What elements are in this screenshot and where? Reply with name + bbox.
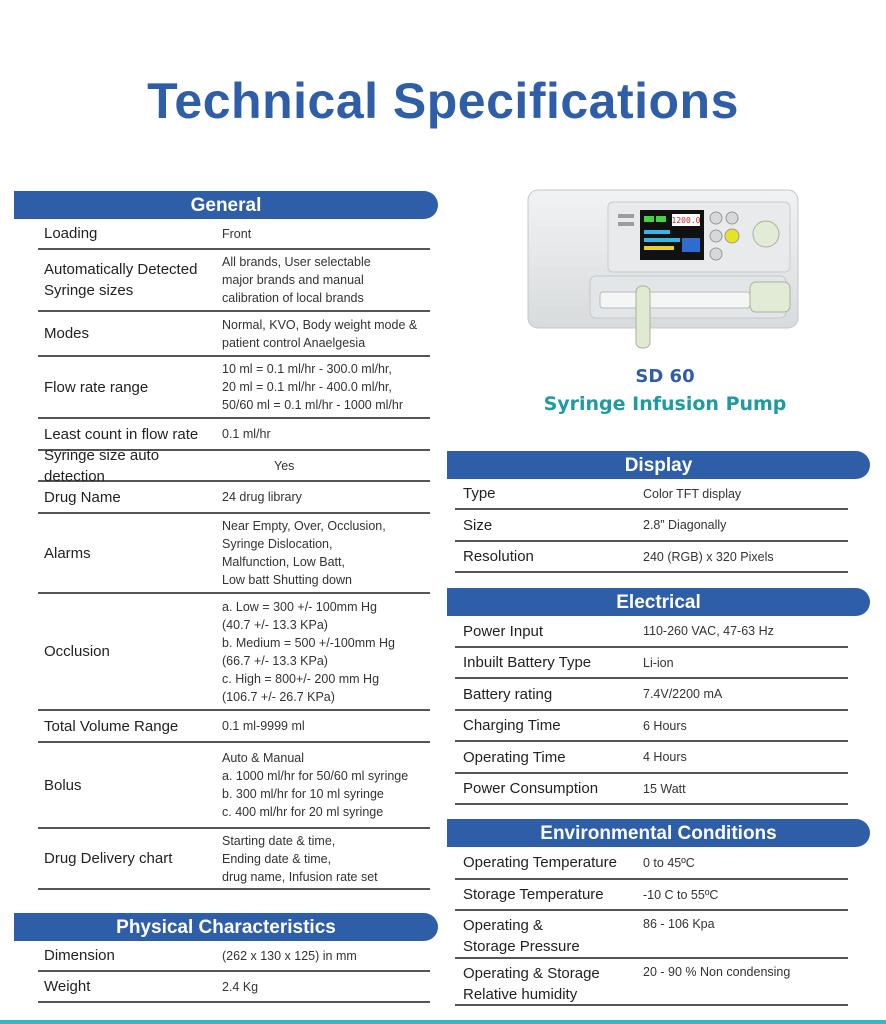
- general-row: [38, 711, 430, 743]
- physical-heading: Physical Characteristics: [116, 917, 336, 938]
- physical-value-line: 2.4 Kg: [222, 979, 259, 994]
- general-label: [38, 716, 222, 737]
- general-value: [222, 316, 428, 352]
- electrical-value: [643, 748, 848, 766]
- general-row: [38, 219, 430, 250]
- electrical-row: [455, 648, 848, 679]
- physical-label-line: Dimension: [44, 947, 115, 964]
- electrical-heading: Electrical: [616, 592, 701, 613]
- display-value: [643, 485, 848, 503]
- electrical-row: [455, 679, 848, 711]
- display-section: [447, 451, 870, 573]
- general-value-line: calibration of local brands: [222, 291, 364, 305]
- general-row: [38, 482, 430, 514]
- electrical-label: [455, 747, 643, 768]
- electrical-label: [455, 684, 643, 705]
- electrical-row: [455, 774, 848, 805]
- display-value: [643, 548, 848, 566]
- general-label: [38, 445, 222, 487]
- electrical-value: [643, 654, 848, 672]
- general-row: [38, 250, 430, 312]
- physical-header: [14, 913, 438, 941]
- electrical-label-line: Operating Time: [463, 748, 566, 766]
- physical-value: [222, 978, 428, 996]
- general-label-line: Drug Name: [44, 488, 121, 506]
- general-label: [38, 848, 222, 869]
- general-value: [222, 488, 428, 506]
- environmental-label: [455, 963, 643, 1005]
- general-label-line: Total Volume Range: [44, 717, 179, 735]
- general-value-line: Low batt Shutting down: [222, 573, 352, 587]
- environmental-label-line: Operating &: [463, 917, 544, 934]
- general-value-line: (106.7 +/- 26.7 KPa): [222, 689, 335, 704]
- electrical-value: [643, 717, 848, 735]
- electrical-value: [643, 622, 848, 640]
- general-value-line: 10 ml = 0.1 ml/hr - 300.0 ml/hr,: [222, 362, 392, 376]
- electrical-label: [455, 715, 643, 736]
- general-label-line: Drug Delivery chart: [44, 850, 173, 867]
- general-value: [222, 517, 428, 589]
- environmental-value: [643, 854, 848, 872]
- environmental-label-line: Operating & Storage: [463, 965, 600, 982]
- electrical-value-line: 110-260 VAC, 47-63 Hz: [643, 624, 774, 638]
- environmental-label: [455, 852, 643, 873]
- general-row: [38, 743, 430, 829]
- environmental-row: [455, 847, 848, 880]
- electrical-label: [455, 778, 643, 799]
- electrical-label-line: Power Consumption: [463, 780, 599, 797]
- display-value-line: 2.8” Diagonally: [643, 518, 727, 532]
- general-label-line: Occlusion: [44, 643, 110, 660]
- general-label: [38, 775, 222, 796]
- electrical-label: [455, 621, 643, 642]
- general-label: [38, 259, 222, 301]
- electrical-row: [455, 616, 848, 648]
- general-row: [38, 594, 430, 711]
- environmental-label-line: Storage Temperature: [463, 886, 604, 903]
- general-value-line: a. 1000 ml/hr for 50/60 ml syringe: [222, 769, 409, 783]
- electrical-header: [447, 588, 870, 616]
- environmental-value-line: 20 - 90 % Non condensing: [643, 965, 791, 979]
- general-label: [38, 377, 222, 398]
- environmental-label: [455, 915, 643, 957]
- general-value: [222, 425, 428, 443]
- environmental-heading: Environmental Conditions: [540, 823, 777, 844]
- general-label-line: Syringe sizes: [44, 282, 134, 299]
- page-title: Technical Specifications: [147, 73, 739, 129]
- general-label-line: Flow rate range: [44, 378, 149, 396]
- physical-value: [222, 947, 428, 965]
- display-label-line: Resolution: [463, 548, 534, 565]
- environmental-row: [455, 959, 848, 1006]
- display-row: [455, 479, 848, 510]
- environmental-value-line: 86 - 106 Kpa: [643, 917, 715, 931]
- general-label-line: Least count in flow rate: [44, 425, 199, 443]
- general-label: [38, 223, 222, 244]
- physical-label-line: Weight: [44, 978, 91, 995]
- general-label-line: Loading: [44, 225, 98, 242]
- general-value-line: c. High = 800+/- 200 mm Hg: [222, 671, 380, 686]
- display-label: [455, 483, 643, 504]
- general-value-line: drug name, Infusion rate set: [222, 869, 378, 884]
- environmental-label-line: Operating Temperature: [463, 854, 617, 871]
- general-row: [38, 829, 430, 890]
- environmental-value-line: 0 to 45ºC: [643, 855, 695, 870]
- general-value-line: c. 400 ml/hr for 20 ml syringe: [222, 805, 384, 819]
- electrical-label-line: Power Input: [463, 622, 544, 640]
- general-value-line: major brands and manual: [222, 273, 364, 287]
- environmental-label: [455, 884, 643, 905]
- general-label: [38, 424, 222, 445]
- general-value-line: (66.7 +/- 13.3 KPa): [222, 653, 328, 668]
- general-label: [38, 487, 222, 508]
- general-section: [14, 191, 438, 890]
- general-value-line: Ending date & time,: [222, 851, 332, 866]
- display-value-line: Color TFT display: [643, 486, 742, 501]
- electrical-row: [455, 742, 848, 774]
- general-row: [38, 312, 430, 357]
- display-label: [455, 515, 643, 536]
- electrical-value-line: 4 Hours: [643, 750, 687, 764]
- bottom-accent-line: [0, 1020, 886, 1024]
- general-value: [222, 749, 428, 821]
- general-value: [222, 225, 428, 243]
- display-header: [447, 451, 870, 479]
- general-row: [38, 446, 430, 485]
- general-label-line: Modes: [44, 325, 90, 342]
- electrical-label-line: Inbuilt Battery Type: [463, 654, 592, 671]
- general-value-line: 0.1 ml/hr: [222, 427, 271, 441]
- electrical-value-line: 15 Watt: [643, 781, 686, 796]
- product-name: Syringe Infusion Pump: [543, 393, 787, 415]
- general-value-line: Syringe Dislocation,: [222, 537, 333, 551]
- general-value-line: a. Low = 300 +/- 100mm Hg: [222, 599, 377, 614]
- environmental-value-line: -10 C to 55ºC: [643, 887, 719, 902]
- general-value: [222, 457, 428, 475]
- environmental-value: [643, 963, 848, 981]
- general-value-line: Front: [222, 226, 252, 241]
- electrical-row: [455, 711, 848, 742]
- general-value-line: 20 ml = 0.1 ml/hr - 400.0 ml/hr,: [222, 380, 392, 394]
- general-value-line: Yes: [274, 458, 295, 473]
- electrical-value: [643, 685, 848, 703]
- electrical-value: [643, 780, 848, 798]
- general-value-line: Auto & Manual: [222, 751, 304, 765]
- general-row: [38, 357, 430, 419]
- general-row: [38, 514, 430, 594]
- physical-label: [38, 976, 222, 997]
- general-value-line: Normal, KVO, Body weight mode &: [222, 317, 418, 332]
- general-value-line: Near Empty, Over, Occlusion,: [222, 519, 386, 533]
- general-label-line: Syringe size auto detection: [44, 446, 160, 485]
- general-label-line: Alarms: [44, 544, 91, 562]
- general-value-line: 0.1 ml-9999 ml: [222, 719, 305, 733]
- general-label-line: Automatically Detected: [44, 261, 198, 278]
- environmental-section: [447, 819, 870, 1006]
- environmental-value: [643, 886, 848, 904]
- display-heading: Display: [624, 455, 693, 476]
- physical-row: [38, 972, 430, 1003]
- general-value-line: Starting date & time,: [222, 833, 336, 848]
- syringe-pump-image: [522, 188, 810, 360]
- electrical-value-line: 6 Hours: [643, 718, 687, 733]
- electrical-label-line: Battery rating: [463, 685, 553, 703]
- general-value: [222, 832, 428, 886]
- environmental-row: [455, 880, 848, 911]
- electrical-label: [455, 652, 643, 673]
- general-label-line: Bolus: [44, 776, 82, 794]
- display-row: [455, 510, 848, 542]
- general-value-line: Malfunction, Low Batt,: [222, 555, 345, 569]
- general-value: [222, 253, 428, 307]
- general-value: [222, 717, 428, 735]
- general-value-line: All brands, User selectable: [222, 255, 371, 269]
- general-value-line: (40.7 +/- 13.3 KPa): [222, 617, 328, 632]
- general-value-line: b. Medium = 500 +/-100mm Hg: [222, 635, 395, 650]
- general-value-line: 24 drug library: [222, 490, 302, 504]
- electrical-label-line: Charging Time: [463, 717, 561, 734]
- general-label: [38, 641, 222, 662]
- general-label: [38, 323, 222, 344]
- general-header: [14, 191, 438, 219]
- environmental-label-line: Relative humidity: [463, 986, 578, 1003]
- general-value-line: b. 300 ml/hr for 10 ml syringe: [222, 787, 384, 801]
- electrical-value-line: Li-ion: [643, 655, 674, 670]
- display-label-line: Type: [463, 485, 496, 502]
- screen-value: 1200.0: [671, 216, 701, 225]
- environmental-value: [643, 915, 848, 933]
- general-value: [222, 598, 428, 706]
- display-value: [643, 516, 848, 534]
- electrical-section: [447, 588, 870, 805]
- product-model: SD 60: [635, 366, 695, 387]
- physical-value-line: (262 x 130 x 125) in mm: [222, 948, 357, 963]
- general-label: [38, 543, 222, 564]
- environmental-label-line: Storage Pressure: [463, 938, 580, 955]
- physical-section: [14, 913, 438, 1003]
- general-heading: General: [190, 195, 262, 216]
- display-value-line: 240 (RGB) x 320 Pixels: [643, 549, 774, 564]
- display-label: [455, 546, 643, 567]
- electrical-value-line: 7.4V/2200 mA: [643, 687, 723, 701]
- display-label-line: Size: [463, 516, 493, 534]
- physical-row: [38, 941, 430, 972]
- general-value: [222, 360, 428, 414]
- general-value-line: 50/60 ml = 0.1 ml/hr - 1000 ml/hr: [222, 398, 403, 412]
- general-value-line: patient control Anaelgesia: [222, 335, 366, 350]
- display-row: [455, 542, 848, 573]
- environmental-header: [447, 819, 870, 847]
- environmental-row: [455, 911, 848, 959]
- physical-label: [38, 945, 222, 966]
